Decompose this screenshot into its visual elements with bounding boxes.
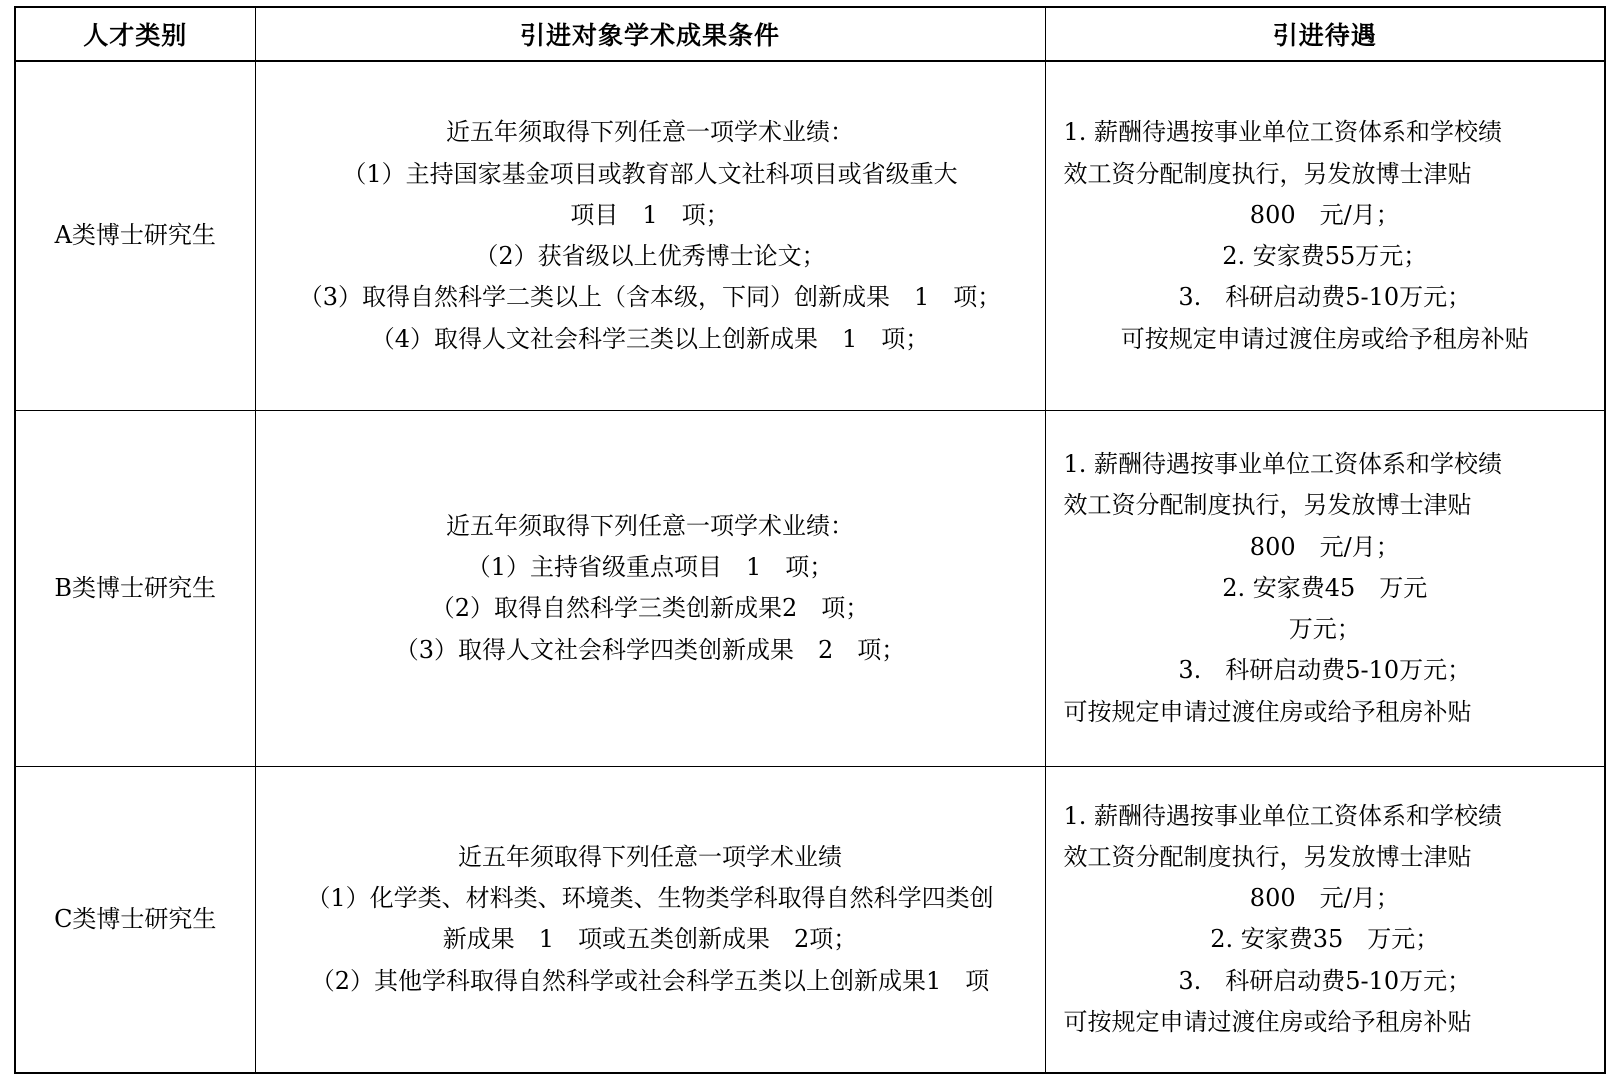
treatment-line: 2. 安家费35 万元； xyxy=(1210,925,1440,954)
condition-line: 项目 1 项； xyxy=(570,200,730,229)
condition-line: 近五年须取得下列任意一项学术业绩： xyxy=(446,118,854,147)
table-row xyxy=(15,411,1605,766)
condition-line: （3）取得自然科学二类以上（含本级，下同）创新成果 1 项； xyxy=(298,283,1002,312)
treatment-line: 1. 薪酬待遇按事业单位工资体系和学校绩 xyxy=(1063,118,1503,147)
treatment-line: 3. 科研启动费5-10万元； xyxy=(1178,656,1472,685)
cell-conditions xyxy=(255,61,1045,411)
treatment-line: 800 元/月； xyxy=(1249,884,1400,913)
condition-line: （2）获省级以上优秀博士论文； xyxy=(474,242,826,271)
treatment-line: 3. 科研启动费5-10万元； xyxy=(1178,966,1472,995)
table-body xyxy=(15,61,1605,1073)
condition-line: （1）主持国家基金项目或教育部人文社科项目或省级重大 xyxy=(342,159,958,188)
condition-line: （1）化学类、材料类、环境类、生物类学科取得自然科学四类创 xyxy=(306,884,994,913)
column-header-treatment: 引进待遇 xyxy=(1045,7,1605,61)
treatment-line: 效工资分配制度执行，另发放博士津贴 xyxy=(1063,491,1472,520)
treatment-line: 效工资分配制度执行，另发放博士津贴 xyxy=(1063,159,1472,188)
condition-line: （1）主持省级重点项目 1 项； xyxy=(466,553,834,582)
condition-line: （4）取得人文社会科学三类以上创新成果 1 项； xyxy=(370,324,930,353)
condition-line: 近五年须取得下列任意一项学术业绩： xyxy=(446,511,854,540)
cell-treatment xyxy=(1045,411,1605,766)
condition-line: （2）其他学科取得自然科学或社会科学五类以上创新成果1 项 xyxy=(310,966,990,995)
treatment-line: 可按规定申请过渡住房或给予租房补贴 xyxy=(1063,1007,1472,1036)
cell-treatment xyxy=(1045,766,1605,1073)
cell-conditions xyxy=(255,411,1045,766)
treatment-line: 1. 薪酬待遇按事业单位工资体系和学校绩 xyxy=(1063,801,1503,830)
treatment-line: 效工资分配制度执行，另发放博士津贴 xyxy=(1063,842,1472,871)
treatment-line: 2. 安家费55万元； xyxy=(1222,242,1428,271)
condition-line: （2）取得自然科学三类创新成果2 项； xyxy=(430,594,870,623)
treatment-line: 可按规定申请过渡住房或给予租房补贴 xyxy=(1120,324,1529,353)
treatment-line: 可按规定申请过渡住房或给予租房补贴 xyxy=(1063,697,1472,726)
treatment-line: 1. 薪酬待遇按事业单位工资体系和学校绩 xyxy=(1063,450,1503,479)
header-row xyxy=(15,7,1605,61)
column-header-category: 人才类别 xyxy=(15,7,255,61)
talent-recruitment-table xyxy=(14,6,1606,1074)
treatment-line: 3. 科研启动费5-10万元； xyxy=(1178,283,1472,312)
condition-line: （3）取得人文社会科学四类创新成果 2 项； xyxy=(394,635,906,664)
table-row xyxy=(15,766,1605,1073)
cell-treatment xyxy=(1045,61,1605,411)
table-header xyxy=(15,7,1605,61)
condition-line: 近五年须取得下列任意一项学术业绩 xyxy=(458,842,842,871)
treatment-line: 2. 安家费45 万元 xyxy=(1222,573,1428,602)
treatment-line: 800 元/月； xyxy=(1249,532,1400,561)
cell-conditions xyxy=(255,766,1045,1073)
cell-category: B类博士研究生 xyxy=(15,411,255,766)
treatment-line: 万元； xyxy=(1288,615,1361,644)
cell-category: A类博士研究生 xyxy=(15,61,255,411)
cell-category: C类博士研究生 xyxy=(15,766,255,1073)
treatment-line: 800 元/月； xyxy=(1249,200,1400,229)
condition-line: 新成果 1 项或五类创新成果 2项； xyxy=(442,925,858,954)
table-row xyxy=(15,61,1605,411)
column-header-conditions: 引进对象学术成果条件 xyxy=(255,7,1045,61)
